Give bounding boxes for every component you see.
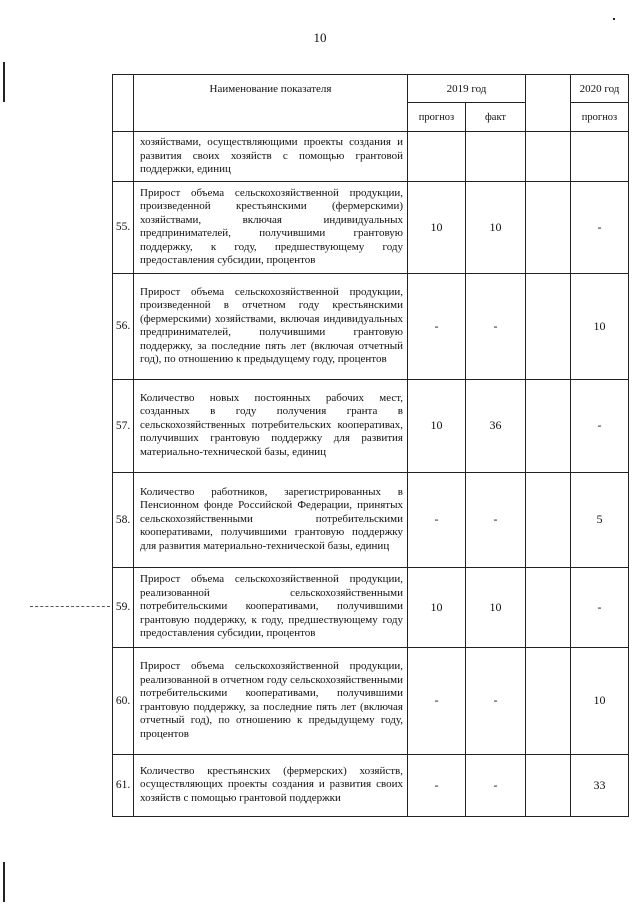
row-plan-2020 [571,132,629,182]
row-indicator-text: Прирост объема сельскохозяйственной продукции, произведенной в отчетном году крестьянскими (фермерскими) хозяйствами, включая индивидуальных предпринимателей, получившими грантовую поддержку, за последние пять лет (включая отчетный год), по отношению к предыдущему году, процентов [134,273,408,379]
row-plan-2020: - [571,567,629,647]
row-fact-2019: - [466,472,526,567]
table-row [113,567,629,647]
header-empty-cell [526,75,571,132]
table-row [113,181,629,273]
row-indicator-text: Количество работников, зарегистрированных в Пенсионном фонде Российской Федерации, принятых сельскохозяйственными потребительскими кооперативами, получившими грантовую поддержку для развития материально-технической базы, единиц [134,472,408,567]
table-row [113,647,629,754]
header-plan-2020: прогноз [571,103,629,132]
row-plan-2020: 10 [571,647,629,754]
row-plan-2019: - [408,754,466,816]
row-number: 55. [113,181,134,273]
row-fact-2019: 10 [466,181,526,273]
row-number: 58. [113,472,134,567]
row-plan-2019: - [408,647,466,754]
row-extra [526,181,571,273]
row-plan-2020: 5 [571,472,629,567]
table-row [113,379,629,472]
row-plan-2019: 10 [408,567,466,647]
scan-dash-line [30,606,110,608]
row-fact-2019: 36 [466,379,526,472]
row-plan-2020: - [571,181,629,273]
row-indicator-text: Количество крестьянских (фермерских) хозяйств, осуществляющих проекты создания и развития своих хозяйств с помощью грантовой поддержки [134,754,408,816]
table-row [113,754,629,816]
scan-margin-mark-bottom [3,862,5,902]
row-extra [526,754,571,816]
row-extra [526,379,571,472]
header-year-2020: 2020 год [571,75,629,103]
row-plan-2019 [408,132,466,182]
row-indicator-text: Прирост объема сельскохозяйственной продукции, реализованной в отчетном году сельскохозяйственными потребительскими кооперативами, получившими грантовую поддержку, за последние пять лет (включая отчетный год), по отношению к предыдущему году, процентов [134,647,408,754]
scan-margin-mark-top [3,62,5,102]
scan-dot-top-right [613,18,615,20]
header-indicator-name: Наименование показателя [134,75,408,132]
row-extra [526,472,571,567]
row-extra [526,132,571,182]
header-fact-2019: факт [466,103,526,132]
row-fact-2019 [466,132,526,182]
row-plan-2019: 10 [408,379,466,472]
row-extra [526,273,571,379]
row-plan-2019: 10 [408,181,466,273]
indicator-table-wrapper [112,74,629,817]
row-number: 59. [113,567,134,647]
row-indicator-text: Прирост объема сельскохозяйственной продукции, произведенной крестьянскими (фермерскими) хозяйствами, включая индивидуальных предпринимателей, получившими грантовую поддержку, к году, предшествующему году предоставления субсидии, процентов [134,181,408,273]
row-fact-2019: - [466,754,526,816]
table-row [113,472,629,567]
row-fact-2019: - [466,647,526,754]
indicator-table [112,74,629,817]
row-plan-2020: 33 [571,754,629,816]
row-indicator-text: хозяйствами, осуществляющими проекты создания и развития своих хозяйств с помощью грантовой поддержки, единиц [134,132,408,182]
row-indicator-text: Количество новых постоянных рабочих мест, созданных в году получения гранта в сельскохозяйственных потребительских кооперативах, получивших грантовую поддержку для развития материально-технической базы, единиц [134,379,408,472]
page-number: 10 [313,30,327,45]
row-extra [526,567,571,647]
table-row [113,132,629,182]
row-number: 61. [113,754,134,816]
row-plan-2019: - [408,472,466,567]
row-plan-2020: - [571,379,629,472]
row-number: 60. [113,647,134,754]
header-number-cell [113,75,134,132]
row-plan-2019: - [408,273,466,379]
header-plan-2019: прогноз [408,103,466,132]
row-fact-2019: 10 [466,567,526,647]
table-row [113,273,629,379]
row-fact-2019: - [466,273,526,379]
row-plan-2020: 10 [571,273,629,379]
row-number: 56. [113,273,134,379]
row-indicator-text: Прирост объема сельскохозяйственной продукции, реализованной сельскохозяйственными потребительскими кооперативами, получившими грантовую поддержку, к году, предшествующему году предоставления субсидии, процентов [134,567,408,647]
row-extra [526,647,571,754]
row-number [113,132,134,182]
header-year-2019: 2019 год [408,75,526,103]
row-number: 57. [113,379,134,472]
